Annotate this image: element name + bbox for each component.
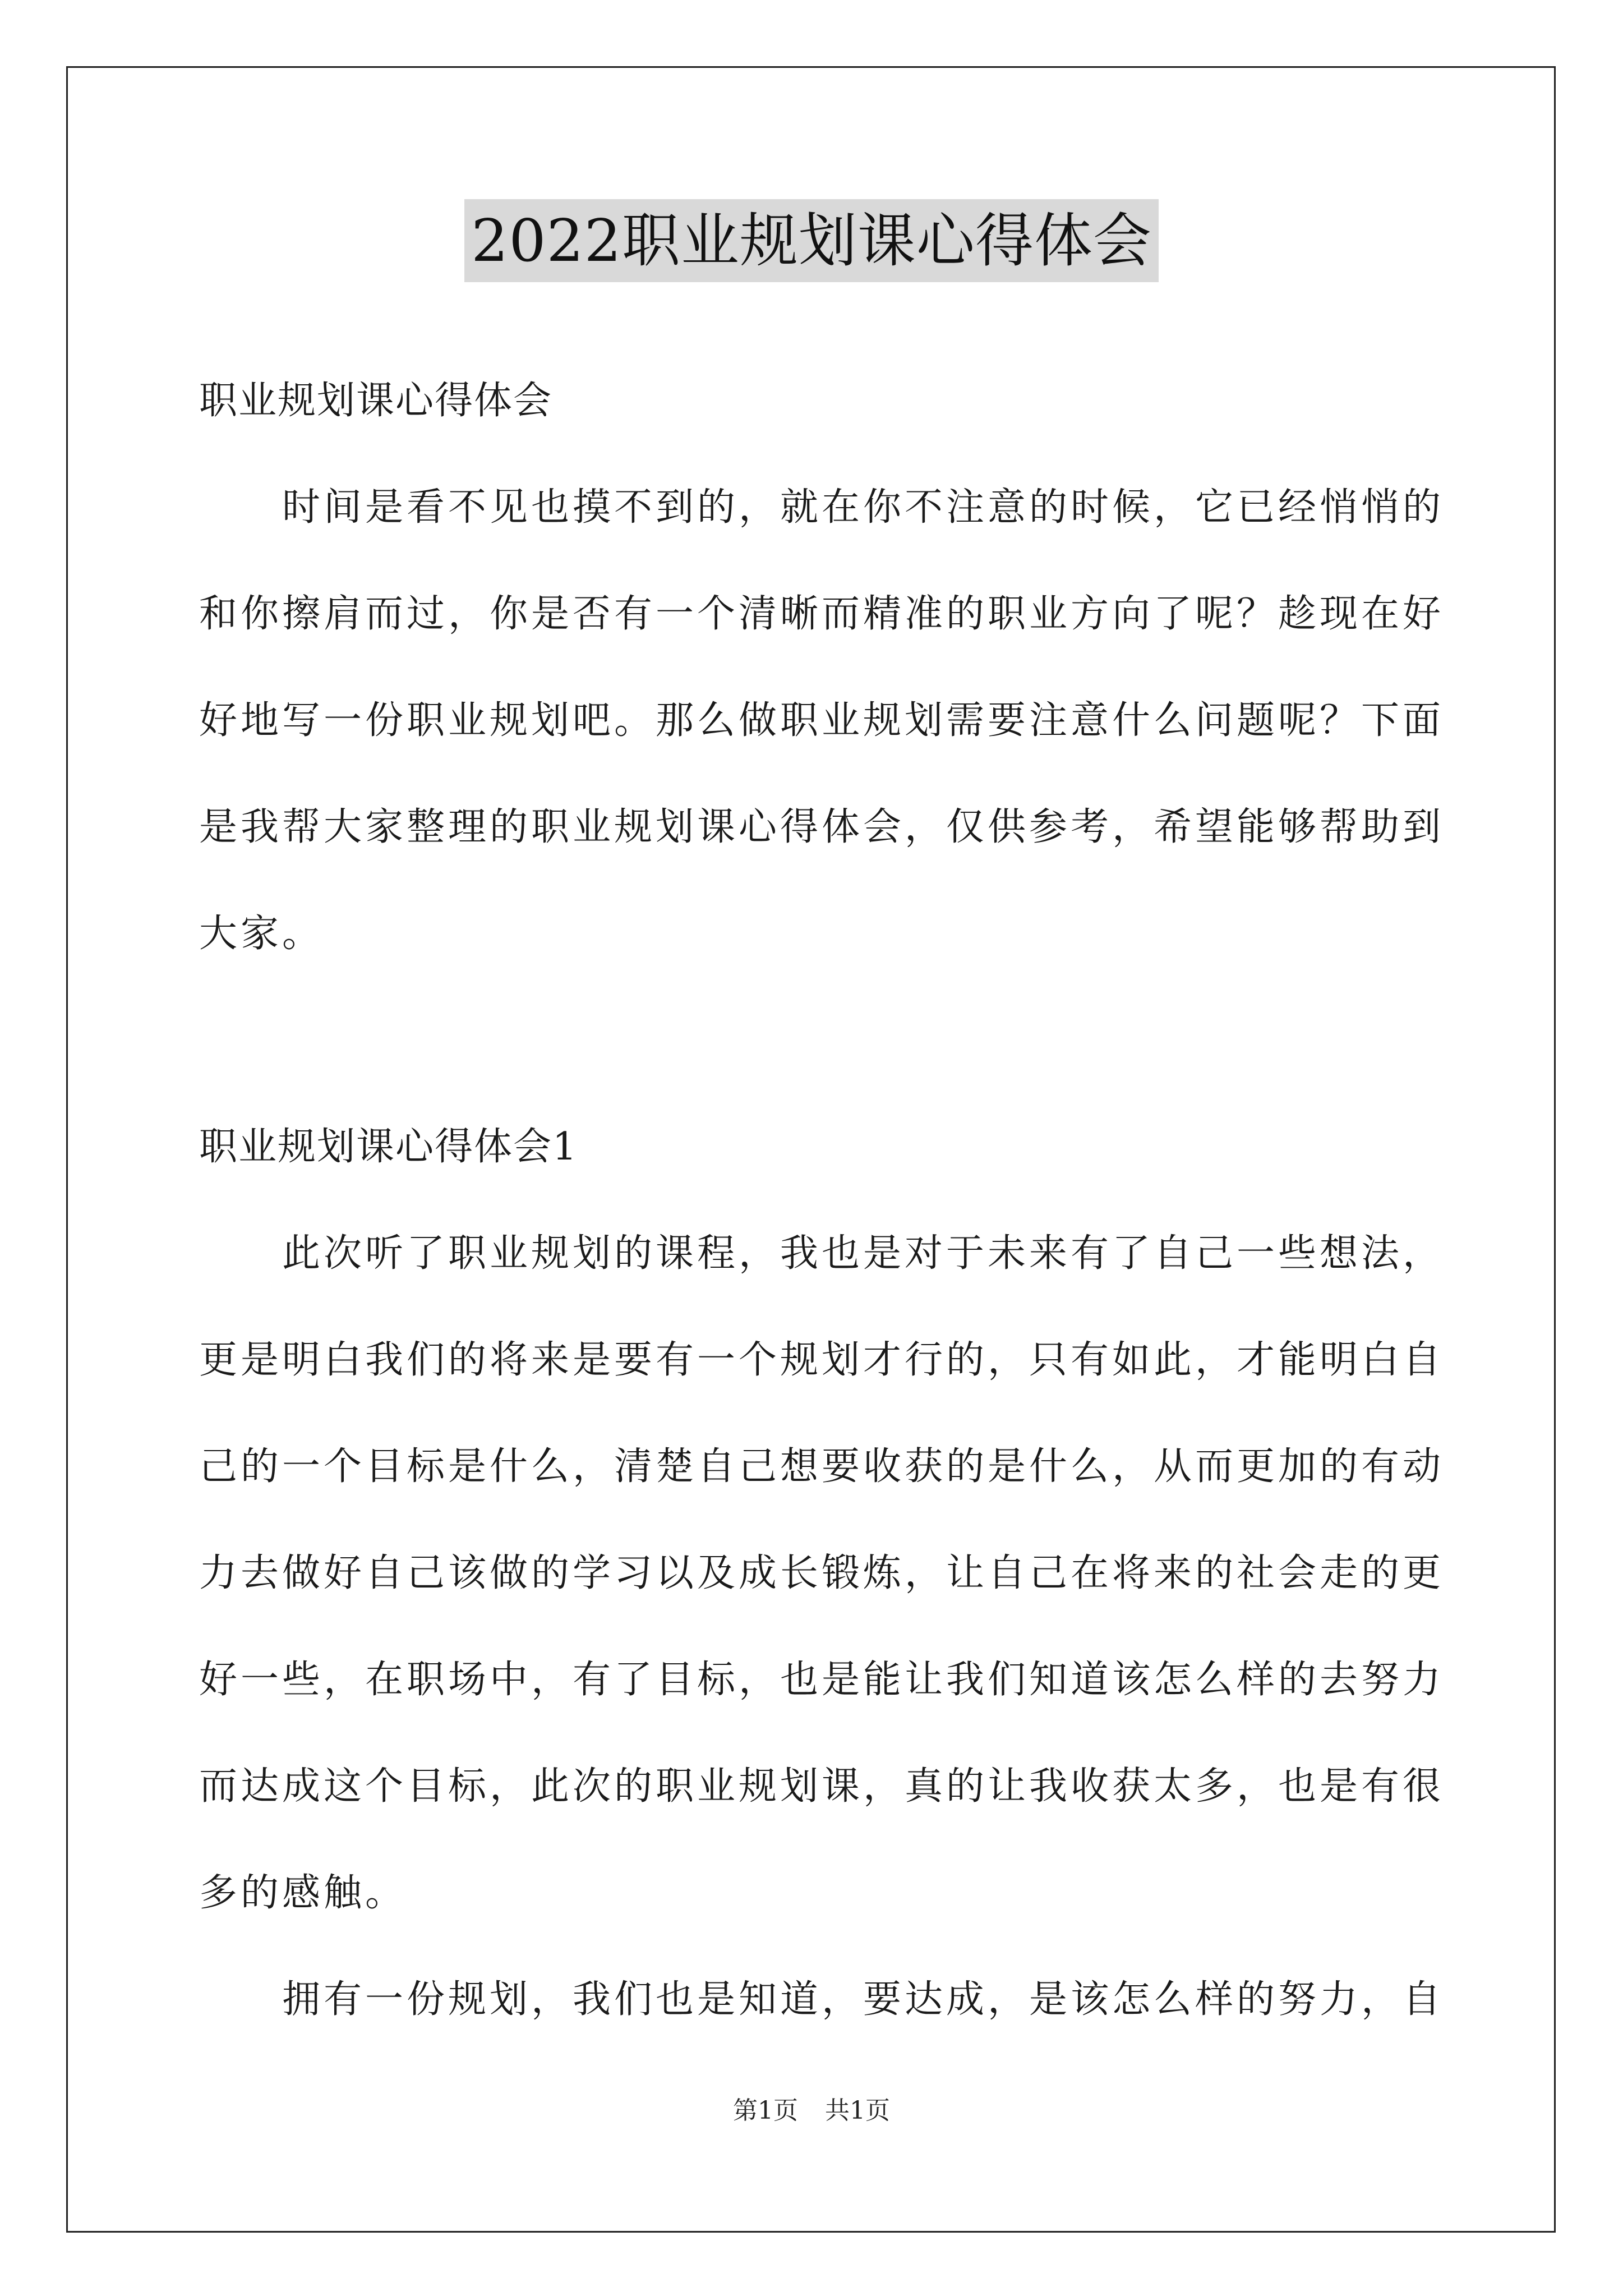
paragraph-line: 好一些，在职场中，有了目标，也是能让我们知道该怎么样的去努力 — [199, 1658, 1445, 1702]
section1-heading: 职业规划课心得体会1 — [199, 1125, 578, 1169]
document-body — [199, 348, 1445, 2053]
section1-paragraph-1 — [199, 1200, 1445, 1947]
paragraph-line: 此次听了职业规划的课程，我也是对于未来有了自己一些想法， — [199, 1231, 1445, 1276]
paragraph-line: 好地写一份职业规划吧。那么做职业规划需要注意什么问题呢？下面 — [199, 698, 1445, 743]
paragraph-line: 大家。 — [199, 912, 324, 956]
section1-paragraph-2 — [199, 1947, 1445, 2053]
paragraph-line: 力去做好自己该做的学习以及成长锻炼，让自己在将来的社会走的更 — [199, 1551, 1445, 1595]
page-number-current: 第1页 — [733, 2096, 798, 2125]
intro-paragraph — [199, 454, 1445, 987]
page-number-total: 共1页 — [825, 2096, 890, 2125]
section-spacer — [199, 987, 1427, 1094]
paragraph-line: 是我帮大家整理的职业规划课心得体会，仅供参考，希望能够帮助到 — [199, 805, 1445, 849]
intro-heading: 职业规划课心得体会 — [199, 379, 553, 423]
paragraph-line: 己的一个目标是什么，清楚自己想要收获的是什么，从而更加的有动 — [199, 1444, 1445, 1489]
page-footer — [0, 2094, 1623, 2128]
document-title: 2022职业规划课心得体会 — [464, 199, 1159, 282]
paragraph-line: 和你擦肩而过，你是否有一个清晰而精准的职业方向了呢？趁现在好 — [199, 592, 1445, 636]
paragraph-line: 多的感触。 — [199, 1871, 407, 1915]
paragraph-line: 时间是看不见也摸不到的，就在你不注意的时候，它已经悄悄的 — [199, 485, 1445, 530]
paragraph-line: 更是明白我们的将来是要有一个规划才行的，只有如此，才能明白自 — [199, 1338, 1445, 1382]
title-wrapper — [0, 199, 1623, 282]
paragraph-line: 而达成这个目标，此次的职业规划课，真的让我收获太多，也是有很 — [199, 1764, 1445, 1809]
paragraph-line: 拥有一份规划，我们也是知道，要达成，是该怎么样的努力，自 — [199, 1977, 1445, 2022]
